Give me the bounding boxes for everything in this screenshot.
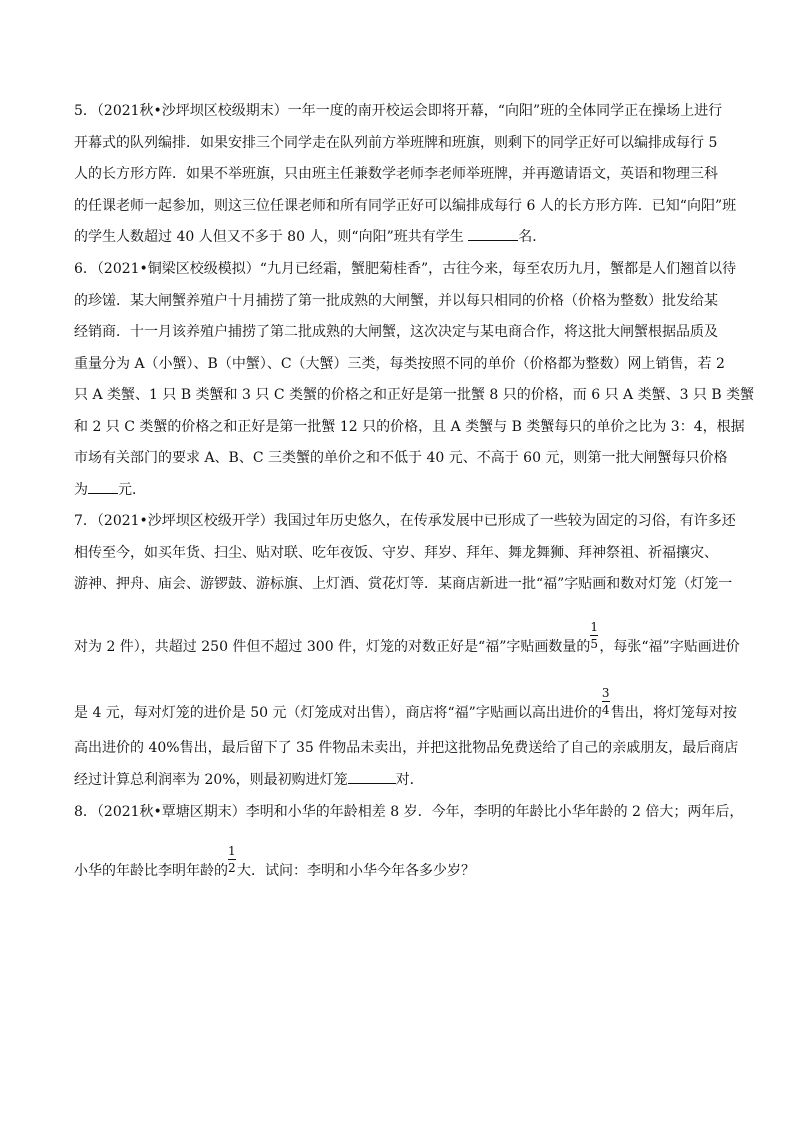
q7-line-4 xyxy=(74,620,740,664)
q5-line-4: 的任课老师一起参加，则这三位任课老师和所有同学正好可以编排成每行 6 人的长方形方阵．已知“向阳”班 xyxy=(74,197,737,214)
q6-line-2: 的珍馐．某大闸蟹养殖户十月捕捞了第一批成熟的大闸蟹，并以每只相同的价格（价格为整数）批发给某 xyxy=(74,292,718,309)
q6-line-7: 市场有关部门的要求 A、B、C 三类蟹的单价之和不低于 40 元、不高于 60 元，则第一批大闸蟹每只价格 xyxy=(74,450,728,466)
answer-blank-q7[interactable] xyxy=(348,769,396,784)
q7-line-6: 高出进价的 40%售出，最后留下了 35 件物品未卖出，并把这批物品免费送给了自己的亲戚朋友，最后商店 xyxy=(74,740,739,756)
answer-blank-q6[interactable] xyxy=(88,479,118,494)
q6-line-3: 经销商．十一月该养殖户捕捞了第二批成熟的大闸蟹，这次决定与某电商合作，将这批大闸蟹根据品质及 xyxy=(74,324,718,340)
q6-line-4: 重量分为 A（小蟹）、B（中蟹）、C（大蟹）三类，每类按照不同的单价（价格都为整数）网上销售，若 2 xyxy=(74,355,725,372)
question-6 xyxy=(74,254,755,506)
fraction-one-half: $\frac{1}{2}$ xyxy=(228,844,236,875)
q6-line-1: 6．（2021•铜梁区校级模拟）“九月已经霜，蟹肥菊桂香”，古往今来，每至农历九月，蟹都是人们翘首以待 xyxy=(74,261,737,277)
q6-line-8-end: 元． xyxy=(118,481,146,498)
q6-line-8-text: 为 xyxy=(74,481,88,498)
fraction-three-fourths: $\frac{3}{4}$ xyxy=(601,686,610,717)
question-5 xyxy=(74,96,737,254)
q5-line-3: 人的长方形方阵．如果不举班旗，只由班主任兼数学老师李老师举班牌，并再邀请语文，英语和物理三科 xyxy=(74,166,718,182)
q5-line-5-end: 名． xyxy=(518,229,547,245)
q5-line-5-text: 的学生人数超过 40 人但又不多于 80 人，则“向阳”班共有学生 xyxy=(74,229,469,245)
q7-line-7-end: 对． xyxy=(395,771,424,788)
q7-line-2: 相传至今，如买年货、扫尘、贴对联、吃年夜饭、守岁、拜岁、拜年、舞龙舞狮、拜神祭祖、祈福攘灾、 xyxy=(74,544,718,561)
q8-line-2 xyxy=(74,844,734,888)
q7-line-3: 游神、押舟、庙会、游锣鼓、游标旗、上灯酒、赏花灯等．某商店新进一批“福”字贴画和数对灯笼（灯笼一 xyxy=(74,576,733,592)
question-7 xyxy=(74,506,734,601)
question-8 xyxy=(74,797,744,829)
q5-line-5 xyxy=(74,222,734,254)
q8-line-2-end: 大．试问：李明和小华今年各多少岁？ xyxy=(237,863,475,879)
q6-line-5: 只 A 类蟹、1 只 B 类蟹和 3 只 C 类蟹的价格之和正好是第一批蟹 8 只的价格，而 6 只 A 类蟹、3 只 B 类蟹 xyxy=(74,387,755,403)
answer-blank-q5[interactable] xyxy=(468,226,518,241)
q5-line-1: 5．（2021秋•沙坪坝区校级期末）一年一度的南开校运会即将开幕，“向阳”班的全体同学正在操场上进行 xyxy=(74,103,723,119)
q7-line-4-text: 对为 2 件），共超过 250 件但不超过 300 件，灯笼的对数正好是“福”字贴画数量的 xyxy=(74,639,591,655)
q7-line-1: 7．（2021•沙坪坝区校级开学）我国过年历史悠久，在传承发展中已形成了一些较为固定的习俗，有许多还 xyxy=(74,513,736,529)
q7-line-7-text: 经过计算总利润率为 20%，则最初购进灯笼 xyxy=(74,771,348,788)
q5-line-2: 开幕式的队列编排．如果安排三个同学走在队列前方举班牌和班旗，则剩下的同学正好可以编排成每行 5 xyxy=(74,134,718,151)
fraction-one-fifth: $\frac{1}{5}$ xyxy=(590,620,599,651)
q6-line-6: 和 2 只 C 类蟹的价格之和正好是第一批蟹 12 只的价格，且 A 类蟹与 B 类蟹每只的单价之比为 3：4，根据 xyxy=(74,418,745,435)
q7-line-5-end: 售出，将灯笼每对按 xyxy=(610,705,737,721)
q8-line-2-text: 小华的年龄比李明年龄的 xyxy=(74,863,228,879)
q7-line-7 xyxy=(74,765,734,797)
q8-line-1: 8．（2021秋•覃塘区期末）李明和小华的年龄相差 8 岁．今年，李明的年龄比小华年龄的 2 倍大；两年后， xyxy=(74,804,744,820)
q7-line-4-end: ，每张“福”字贴画进价 xyxy=(599,639,740,655)
q7-lines-6-7 xyxy=(74,733,739,796)
q7-line-5-text: 是 4 元，每对灯笼的进价是 50 元（灯笼成对出售），商店将“福”字贴画以高出进价的 xyxy=(74,705,602,721)
q7-line-5 xyxy=(74,686,737,730)
q6-line-8 xyxy=(74,475,734,507)
